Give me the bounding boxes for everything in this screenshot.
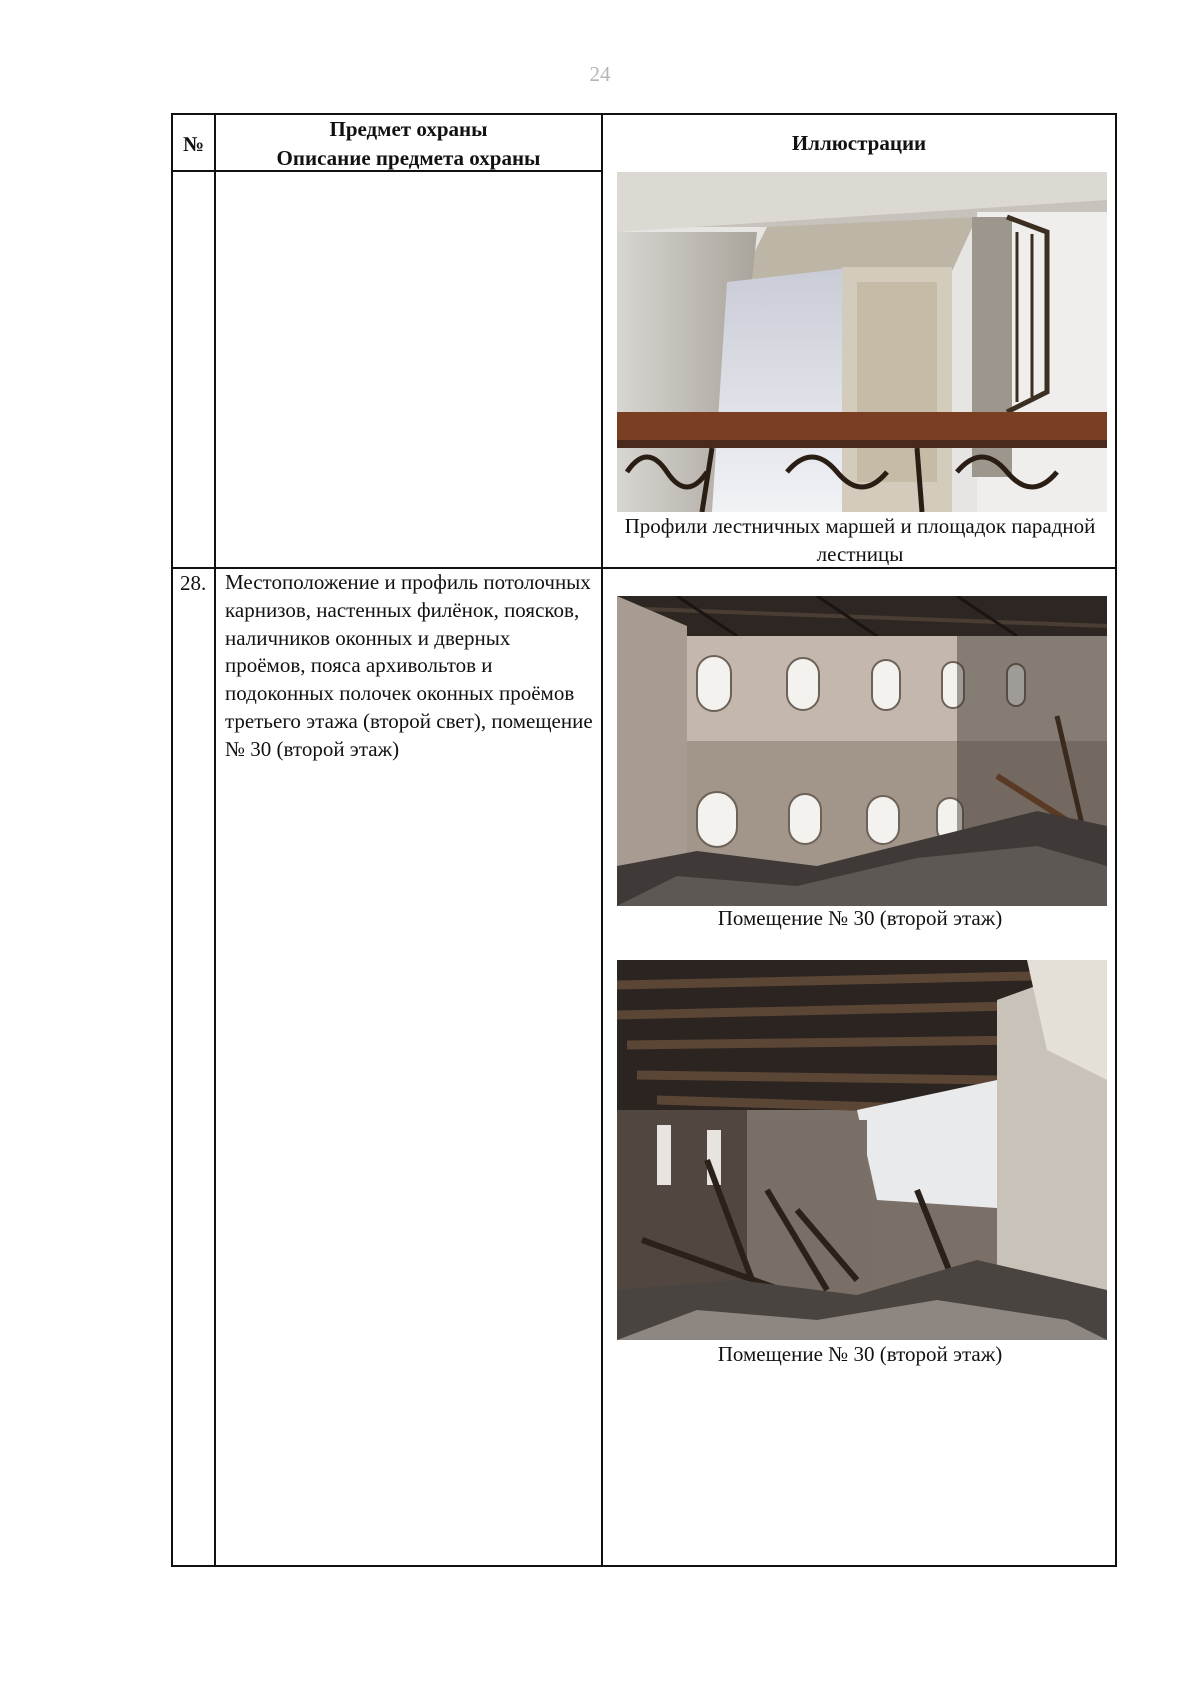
burned-hall-photo (617, 596, 1107, 906)
stair-railing-photo (617, 172, 1107, 512)
collapsed-ceiling-photo (617, 960, 1107, 1340)
page-number: 24 (589, 62, 611, 86)
table-right-border (1115, 113, 1117, 1567)
row-number: 28. (180, 571, 207, 595)
description-column-border (601, 113, 603, 1567)
header-illustrations: Иллюстрации (791, 131, 927, 155)
header-number: № (182, 132, 205, 156)
illustration-caption: Помещение № 30 (второй этаж) (717, 906, 1003, 930)
illustration-caption: Помещение № 30 (второй этаж) (717, 1342, 1003, 1366)
illustration-caption: Профили лестничных маршей и площадок парадной лестницы (624, 514, 1096, 566)
header-subject-line2: Описание предмета охраны (276, 146, 541, 170)
table-bottom-border (171, 1565, 1117, 1567)
row-description: Местоположение и профиль потолочных карнизов, настенных филёнок, поясков, наличников оконных и дверных проёмов, пояса архивольтов и подоконных полочек оконных проёмов третьего этажа (второй свет), помещение № 30 (второй этаж) (225, 570, 593, 761)
number-column-border (214, 113, 216, 1567)
header-subject-line1: Предмет охраны (329, 117, 488, 141)
table-left-border (171, 113, 173, 1567)
